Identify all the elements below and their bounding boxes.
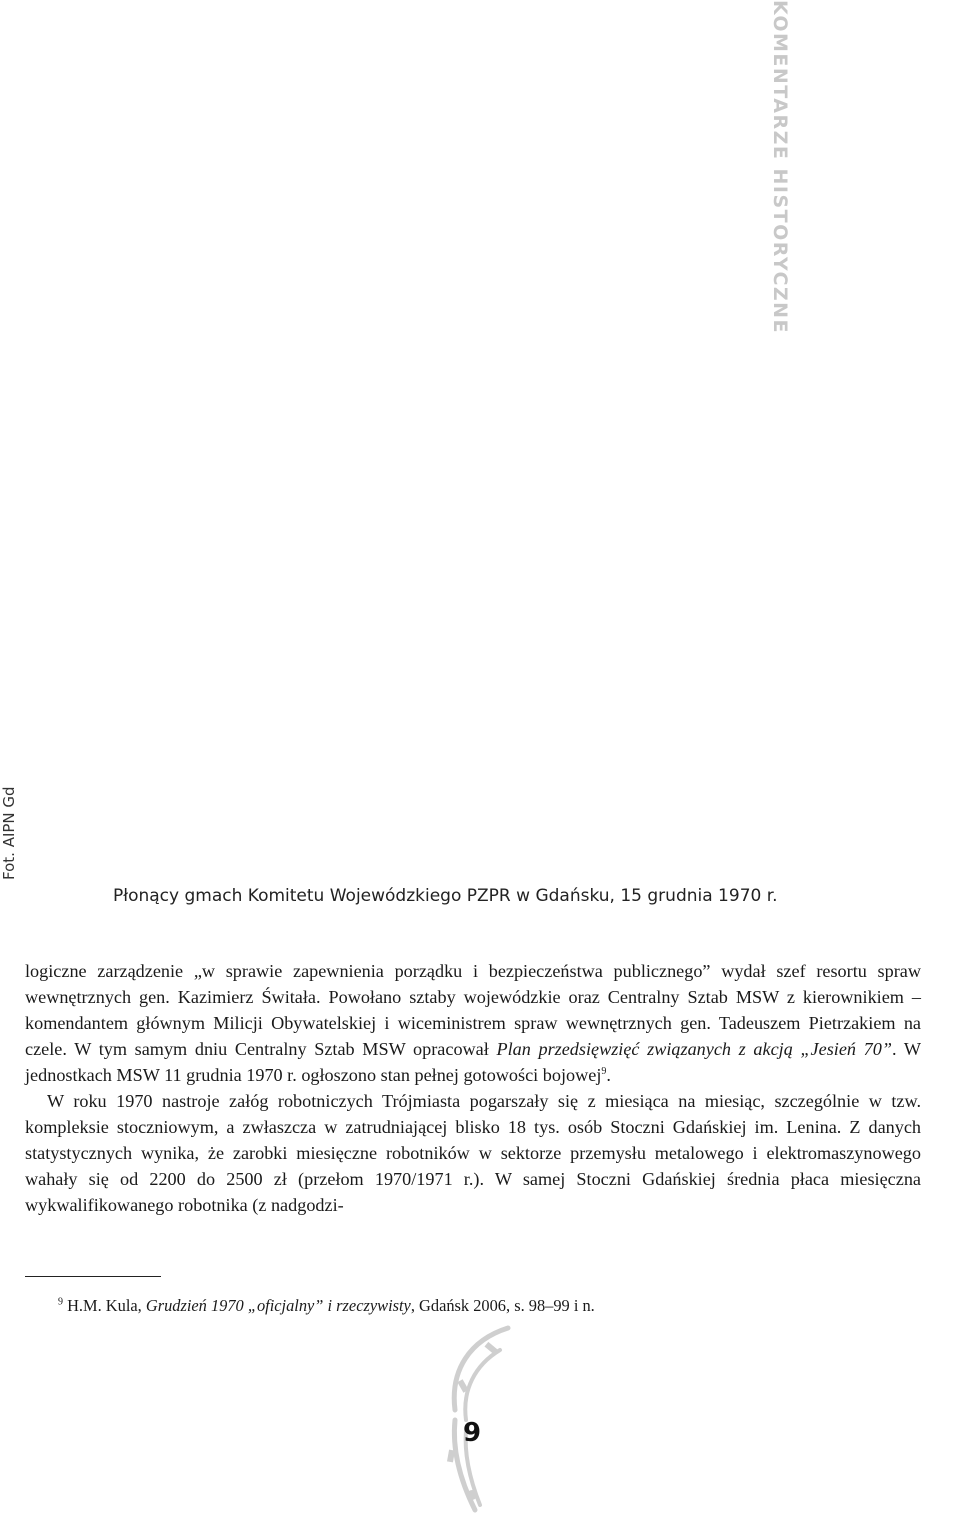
footnote-number: 9 <box>58 1296 63 1308</box>
footnote-text-after: , Gdańsk 2006, s. 98–99 i n. <box>410 1296 595 1315</box>
paragraph-2: W roku 1970 nastroje załóg robotniczych Trójmiasta pogarszały się z miesiąca na miesiąc, szczególnie w tzw. kompleksie stoczniowym, a zwłaszcza w zatrudniającej blisko 18 tys. osób Stoczni Gdańskiej im. Lenina. Z danych statystycznych wynika, że zarobki miesięczne robotników w sektorze przemysłu metalowego i elektromaszynowego wahały się od 2200 do 2500 zł (przełom 1970/1971 r.). W samej Stoczni Gdańskiej średnia płaca miesięczna wykwalifikowanego robotnika (z nadgodzi- <box>25 1091 921 1215</box>
paragraph-1 <box>25 958 921 1088</box>
photo-credit <box>0 740 22 880</box>
footnote <box>58 1296 595 1316</box>
footnote-ref: 9 <box>601 1065 607 1077</box>
section-header-text: KOMENTARZE HISTORYCZNE <box>768 0 791 335</box>
footnote-rule <box>25 1276 161 1277</box>
footnote-book-title: Grudzień 1970 „oficjalny” i rzeczywisty <box>145 1296 411 1315</box>
paragraph-1-part-3: . <box>606 1065 611 1085</box>
footnote-text-before: H.M. Kula, <box>63 1296 146 1315</box>
photo-caption: Płonący gmach Komitetu Wojewódzkiego PZPR w Gdańsku, 15 grudnia 1970 r. <box>113 886 778 906</box>
section-header <box>768 0 960 400</box>
photo-credit-text: Fot. AIPN Gd <box>0 786 18 880</box>
paragraph-1-part-2: . W jednostkach MSW 11 grudnia 1970 r. ogłoszono stan pełnej gotowości bojowej <box>25 1039 922 1085</box>
article-body <box>25 958 921 1218</box>
page-number: 9 <box>462 1418 482 1448</box>
paragraph-1-part-1: logiczne zarządzenie „w sprawie zapewnienia porządku i bezpieczeństwa publicznego” wydał szef resortu spraw wewnętrznych gen. Kazimierz Świtała. Powołano sztaby wojewódzkie oraz Centralny Sztab MSW z kierownikiem – komendantem głównym Milicji Obywatelskiej i wiceministrem spraw wewnętrznych gen. Tadeuszem Pietrzakiem na czele. W tym samym dniu Centralny Sztab MSW opracował <box>25 961 921 1059</box>
plan-title: Plan przedsięwzięć związanych z akcją „Jesień 70” <box>496 1039 892 1059</box>
